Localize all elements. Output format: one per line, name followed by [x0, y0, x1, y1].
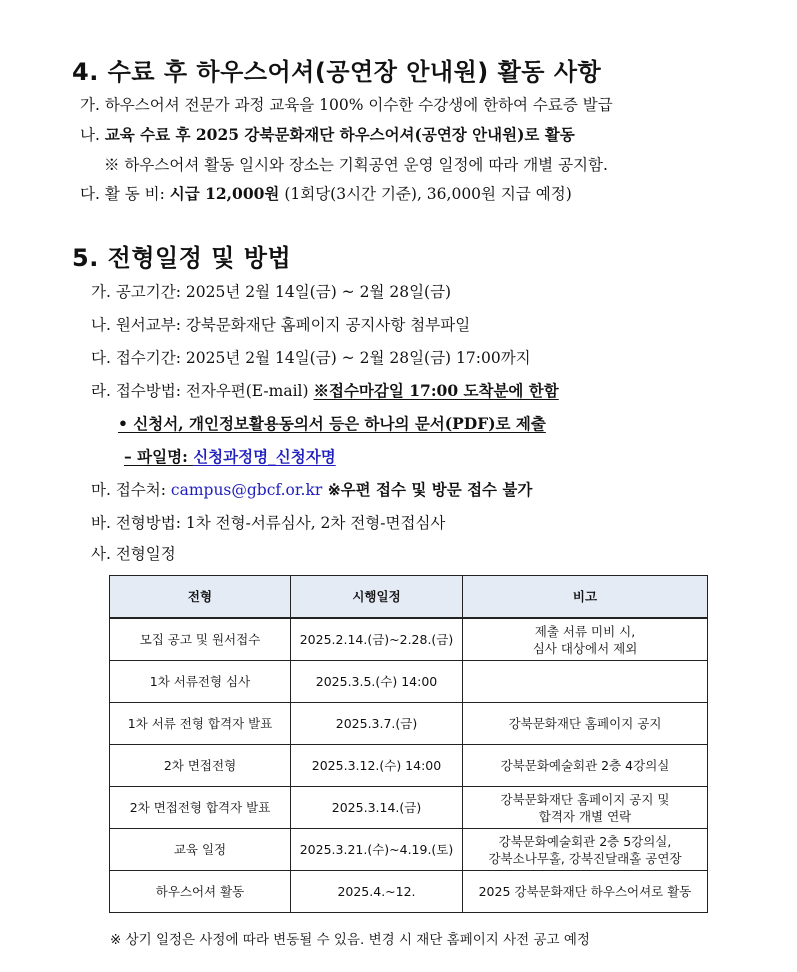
item-prefix: 다. 활 동 비:	[80, 185, 170, 203]
section-5-item-da: 다. 접수기간: 2025년 2월 14일(금) ~ 2월 28일(금) 17:00까지	[91, 349, 531, 367]
cell-stage: 모집 공고 및 원서접수	[110, 618, 291, 661]
item-prefix: 라. 접수방법: 전자우편(E-mail)	[91, 382, 314, 400]
cell-date: 2025.3.12.(수) 14:00	[291, 745, 463, 787]
section-5-item-ra	[91, 381, 559, 401]
table-row	[110, 829, 708, 871]
schedule-table	[109, 575, 708, 913]
section-5-item-ga: 가. 공고기간: 2025년 2월 14일(금) ~ 2월 28일(금)	[91, 283, 452, 301]
table-row	[110, 745, 708, 787]
wage-detail: (1회당(3시간 기준), 36,000원 지급 예정)	[279, 185, 572, 203]
cell-stage: 1차 서류전형 심사	[110, 661, 291, 703]
table-row	[110, 871, 708, 913]
cell-note: 제출 서류 미비 시, 심사 대상에서 제외	[463, 618, 708, 661]
section-5-item-na: 나. 원서교부: 강북문화재단 홈페이지 공지사항 첨부파일	[91, 316, 471, 334]
header-date: 시행일정	[291, 576, 463, 619]
table-row	[110, 787, 708, 829]
section-4-item-na	[80, 125, 575, 145]
cell-date: 2025.4.~12.	[291, 871, 463, 913]
hourly-wage: 시급 12,000원	[169, 184, 280, 203]
table-header-row	[110, 576, 708, 619]
filename-label: – 파일명:	[124, 447, 194, 466]
item-prefix: 나.	[80, 126, 105, 144]
header-stage: 전형	[110, 576, 291, 619]
section-4-item-da	[80, 184, 572, 204]
section-5-item-ba: 바. 전형방법: 1차 전형-서류심사, 2차 전형-면접심사	[91, 514, 446, 532]
table-row	[110, 661, 708, 703]
cell-stage: 하우스어셔 활동	[110, 871, 291, 913]
section-5-heading: 5. 전형일정 및 방법	[72, 244, 292, 272]
cell-date: 2025.3.14.(금)	[291, 787, 463, 829]
filename-value: 신청과정명_신청자명	[193, 447, 336, 466]
cell-date: 2025.2.14.(금)~2.28.(금)	[291, 618, 463, 661]
deadline-notice: ※접수마감일 17:00 도착분에 한함	[313, 381, 559, 400]
header-note: 비고	[463, 576, 708, 619]
pdf-submission-notice: • 신청서, 개인정보활용동의서 등은 하나의 문서(PDF)로 제출	[118, 414, 546, 433]
cell-note: 강북문화재단 홈페이지 공지 및 합격자 개별 연락	[463, 787, 708, 829]
table-row	[110, 703, 708, 745]
filename-rule	[124, 447, 336, 467]
item-prefix: 마. 접수처:	[91, 481, 171, 499]
cell-stage: 1차 서류 전형 합격자 발표	[110, 703, 291, 745]
cell-note: 강북문화예술회관 2층 4강의실	[463, 745, 708, 787]
cell-note: 강북문화재단 홈페이지 공지	[463, 703, 708, 745]
section-5-item-ma	[91, 480, 532, 500]
cell-note	[463, 661, 708, 703]
cell-date: 2025.3.5.(수) 14:00	[291, 661, 463, 703]
no-mail-notice: ※우편 접수 및 방문 접수 불가	[322, 480, 533, 499]
cell-stage: 2차 면접전형 합격자 발표	[110, 787, 291, 829]
cell-date: 2025.3.21.(수)~4.19.(토)	[291, 829, 463, 871]
schedule-change-footnote: ※ 상기 일정은 사정에 따라 변동될 수 있음. 변경 시 재단 홈페이지 사전 공고 예정	[110, 932, 590, 948]
section-4-item-ga: 가. 하우스어셔 전문가 과정 교육을 100% 이수한 수강생에 한하여 수료증 발급	[80, 96, 613, 114]
cell-note: 2025 강북문화재단 하우스어셔로 활동	[463, 871, 708, 913]
table-row	[110, 618, 708, 661]
cell-stage: 교육 일정	[110, 829, 291, 871]
activity-statement: 교육 수료 후 2025 강북문화재단 하우스어셔(공연장 안내원)로 활동	[104, 125, 575, 144]
cell-note: 강북문화예술회관 2층 5강의실, 강북소나무홀, 강북진달래홀 공연장	[463, 829, 708, 871]
cell-date: 2025.3.7.(금)	[291, 703, 463, 745]
section-4-heading: 4. 수료 후 하우스어셔(공연장 안내원) 활동 사항	[72, 58, 602, 86]
email-link[interactable]: campus@gbcf.or.kr	[170, 481, 323, 499]
cell-stage: 2차 면접전형	[110, 745, 291, 787]
activity-schedule-note: ※ 하우스어셔 활동 일시와 장소는 기획공연 운영 일정에 따라 개별 공지함.	[104, 156, 608, 174]
section-5-item-sa: 사. 전형일정	[91, 545, 176, 563]
